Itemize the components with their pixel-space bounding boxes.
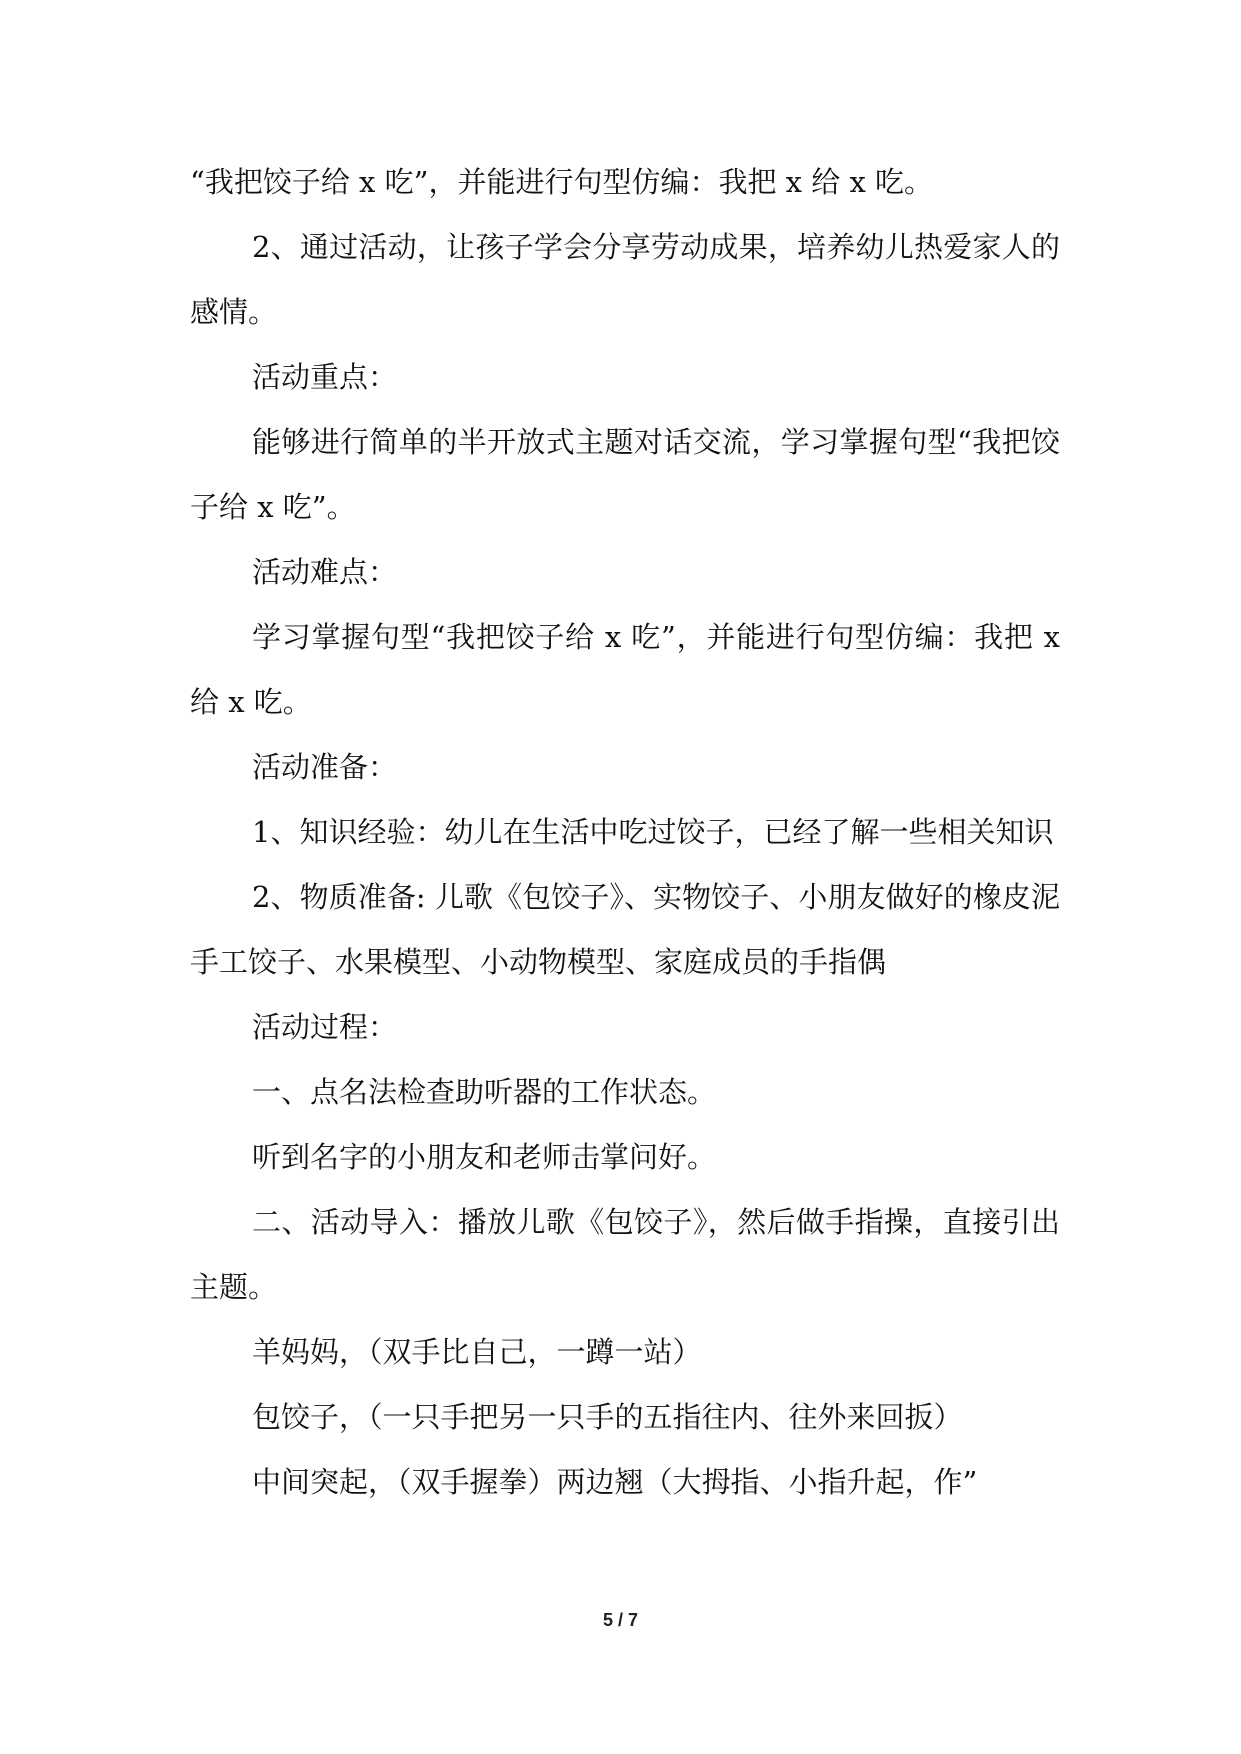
document-body — [190, 150, 1060, 1515]
section-heading-difficulties: 活动难点： — [252, 555, 398, 589]
page-number: 5 / 7 — [602, 1610, 639, 1630]
paragraph-13: 二、活动导入：播放儿歌《包饺子》，然后做手指操，直接引出主题。 — [190, 1205, 1060, 1304]
paragraph-16: 中间突起，（双手握拳）两边翘（大拇指、小指升起，作” — [252, 1465, 978, 1499]
section-heading-process: 活动过程： — [252, 1010, 398, 1044]
paragraph-15: 包饺子，（一只手把另一只手的五指往内、往外来回扳） — [252, 1400, 963, 1434]
paragraph-6: 学习掌握句型“我把饺子给 x 吃”，并能进行句型仿编：我把 x 给 x 吃。 — [190, 620, 1060, 719]
paragraph-1: “我把饺子给 x 吃”，并能进行句型仿编：我把 x 给 x 吃。 — [190, 165, 934, 199]
paragraph-14: 羊妈妈，（双手比自己，一蹲一站） — [252, 1335, 702, 1369]
paragraph-11: 一、点名法检查助听器的工作状态。 — [252, 1075, 717, 1109]
paragraph-4: 能够进行简单的半开放式主题对话交流，学习掌握句型“我把饺子给 x 吃”。 — [190, 425, 1060, 524]
paragraph-9: 2、物质准备: 儿歌《包饺子》、实物饺子、小朋友做好的橡皮泥手工饺子、水果模型、小动物模型、家庭成员的手指偶 — [190, 880, 1060, 979]
paragraph-12: 听到名字的小朋友和老师击掌问好。 — [252, 1140, 717, 1174]
paragraph-8: 1、知识经验：幼儿在生活中吃过饺子，已经了解一些相关知识 — [252, 815, 1054, 849]
section-heading-key-points: 活动重点： — [252, 360, 398, 394]
paragraph-2: 2、通过活动，让孩子学会分享劳动成果，培养幼儿热爱家人的感情。 — [190, 230, 1060, 329]
section-heading-preparation: 活动准备： — [252, 750, 398, 784]
